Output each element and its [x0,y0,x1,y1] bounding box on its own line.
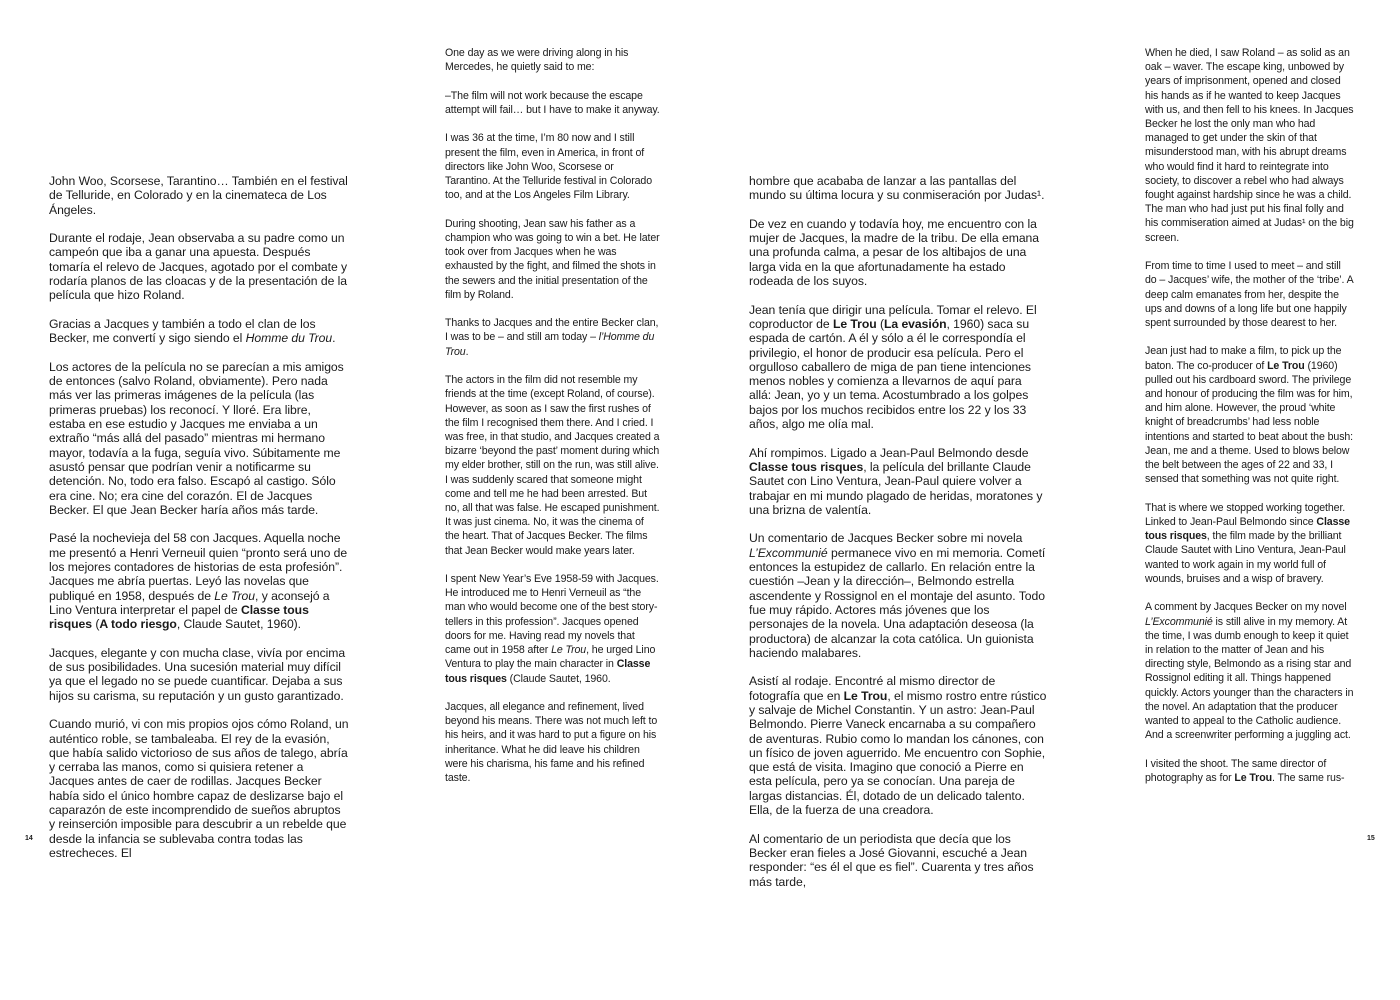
text-run: Asistí al rodaje. Encontré al mismo director de fotografía que en [749,674,996,703]
text-run: Pasé la nochevieja del 58 con Jacques. Aquella noche me presentó a Henri Verneuil quien “pronto será uno de los mejores contadores de historias de esta profesión”. Jacques me abría puertas. Leyó las novelas que publiqué en 1958, después de [49,531,348,603]
text-run: l’Homme du Trou [445,331,655,358]
text-run: L’Excommunié [749,545,828,560]
text-column-english-left [445,46,660,800]
text-run: A comment by Jacques Becker on my novel [1145,601,1347,614]
text-run: (Claude Sautet, 1960. [506,672,611,685]
text-run: Gracias a Jacques y también a todo el clan de los Becker, me convertí y sigo siendo el [49,316,316,346]
text-run: , 1960) saca su espada de cartón. A él y sólo a él le correspondía el privilegio, el honor de producir esa película. Pero el orgulloso caballero de miga de pan tiene intenciones menos nobles y comienza a llevarnos de aquí para allá: Jean, yo y un tema. Acostumbrado a los golpes bajos por los muchos recibidos entre los 22 y los 33 años, algo me olía mal. [749,316,1031,432]
text-run: Jacques, elegante y con mucha clase, vivía por encima de sus posibilidades. Una sucesión material muy difícil ya que el legado no se puede cuantificar. Dejaba a sus hijos su carisma, su reputación y un gusto garantizado. [49,645,346,703]
text-run: Jacques, all elegance and refinement, lived beyond his means. There was not much left to his heirs, and it was hard to put a figure on his inheritance. What he did leave his children were his charisma, his fame and his refined taste. [445,701,658,785]
text-run: Durante el rodaje, Jean observaba a su padre como un campeón que iba a ganar una apuesta. Después tomaría el relevo de Jacques, agotado por el combate y rodaría planos de las cloacas y de la presentación de la película que hizo Roland. [49,231,348,303]
text-run: From time to time I used to meet – and still do – Jacques’ wife, the mother of the ‘tribe’. A deep calm emanates from her, despite the ups and downs of a long life but one happily spent surrounded by those dearest to her. [1145,260,1353,329]
paragraph [445,373,660,558]
paragraph [445,700,660,785]
text-run: Thanks to Jacques and the entire Becker clan, I was to be – and still am today – [445,317,659,344]
text-run: When he died, I saw Roland – as solid as an oak – waver. The escape king, unbowed by years of imprisonment, opened and closed his hands as if he wanted to keep Jacques with us, and then fell to his knees. In Jacques Becker he lost the only man who had managed to get under the skin of that misunderstood man, with his abrupt dreams who would find it hard to reintegrate into society, to discover a rebel who had always fought against hardship since he was a child. The man who had just put his final folly and his commiseration aimed at Judas¹ on the big screen. [1145,47,1354,244]
text-run: Classe tous risques [1145,515,1350,543]
text-run: Classe tous risques [445,658,651,685]
text-run: ( [876,316,884,331]
paragraph [445,46,660,74]
page-number-right: 15 [1367,835,1375,842]
text-run: Classe tous risques [749,459,864,474]
text-run: Jean just had to make a film, to pick up the baton. The co-producer of [1145,345,1342,372]
paragraph [749,674,1047,817]
text-run: Al comentario de un periodista que decía que los Becker eran fieles a José Giovanni, escuché a Jean responder: “es él el que es fiel”. Cuarenta y tres años más tarde, [749,831,1034,889]
text-run: That is where we stopped working together. Linked to Jean-Paul Belmondo since [1145,501,1346,528]
paragraph [1145,757,1355,785]
text-run: Le Trou [843,688,888,703]
text-run: , Claude Sautet, 1960). [176,617,302,632]
paragraph [49,174,349,217]
paragraph [749,446,1047,517]
text-run: I spent New Year’s Eve 1958-59 with Jacques. He introduced me to Henri Verneuil as “the man who would become one of the best story-tellers in this profession”. Jacques opened doors for me. Having read my novels that came out in 1958 after [445,573,659,657]
text-run: , la película del brillante Claude Sautet con Lino Ventura, Jean-Paul quiere volver a trabajar en mi mundo plagado de heridas, moratones y una brizna de valentía. [749,459,1043,517]
text-run: Le Trou [551,644,587,657]
text-run: De vez en cuando y todavía hoy, me encuentro con la mujer de Jacques, la madre de la tribu. De ella emana una profunda calma, a pesar de los altibajos de una larga vida en la que afortunadamente ha estado rodeada de los suyos. [749,216,1040,289]
text-run: The actors in the film did not resemble my friends at the time (except Roland, of course). However, as soon as I saw the first rushes of the film I recognised them there. And I cried. I was free, in that studio, and Jacques created a bizarre ‘beyond the past’ moment during which my elder brother, still on the run, was still alive. I was suddenly scared that someone might come and tell me he had been arrested. But no, all that was false. He escaped punishment. It was just cinema. No, it was the cinema of the heart. That of Jacques Becker. The films that Jean Becker would make years later. [445,374,660,557]
paragraph [49,531,349,631]
text-column-english-right [1145,46,1355,799]
text-run: John Woo, Scorsese, Tarantino… También en el festival de Telluride, en Colorado y en la cinemateca de Los Ángeles. [49,174,348,217]
text-run: Cuando murió, vi con mis propios ojos cómo Roland, un auténtico roble, se tambaleaba. El rey de la evasión, que había salido victorioso de sus años de talego, abría y cerraba las manos, como si quisiera retener a Jacques antes de caer de rodillas. Jacques Becker había sido el único hombre capaz de deslizarse bajo el caparazón de este incomprendido de sueños abruptos y reinserción imposible para descubrir a un rebelde que desde la infancia se sublevaba contra todas las estrecheces. El [49,717,349,860]
text-run: . [465,345,469,358]
text-run: During shooting, Jean saw his father as a champion who was going to win a bet. He later took over from Jacques when he was exhausted by the fight, and filmed the shots in the sewers and the initial presentation of the film by Roland. [445,217,660,301]
text-run: ( [92,617,100,632]
text-run: (1960) pulled out his cardboard sword. The privilege and honour of producing the film was for him, and him alone. However, the proud ‘white knight of breadcrumbs’ had less noble intentions and started to beat about the bush: Jean, me and a theme. Used to blows below the belt between the ages of 22 and 33, I sensed that something was not quite right. [1145,359,1354,486]
text-column-spanish-left [49,174,349,875]
paragraph [749,531,1047,660]
paragraph [749,174,1047,203]
paragraph [749,832,1047,889]
text-run: Classe tous risques [49,602,309,632]
text-run: Homme du Trou [245,331,333,346]
paragraph [445,572,660,686]
text-run: , el mismo rostro entre rústico y salvaje de Michel Constantin. Y un astro: Jean-Paul Belmondo. Pierre Vaneck encarnaba a su compañero de aventuras. Rubio como lo mandan los cánones, con un físico de joven aguerrido. Me encuentro con Sophie, que está de visita. Imagino que conoció a Pierre en esta película, pero ya se conocían. Una pareja de largas distancias. Él, dotado de un delicado talento. Ella, de la fuerza de una creadora. [749,688,1047,818]
text-run: Un comentario de Jacques Becker sobre mi novela [749,531,1023,546]
text-run: I was 36 at the time, I’m 80 now and I still present the film, even in America, in front of directors like John Woo, Scorsese or Tarantino. At the Telluride festival in Colorado too, and at the Los Angeles Film Library. [445,132,653,202]
text-run: L’Excommunié [1145,615,1213,628]
text-run: I visited the shoot. The same director of photography as for [1145,757,1327,784]
text-run: is still alive in my memory. At the time, I was dumb enough to keep it quiet in relation to the matter of Jean and his directing style, Belmondo as a rising star and Rossignol editing it all. Things happened quickly. Actors younger than the characters in the novel. An adaptation that the producer wanted to appeal to the Catholic audience. And a screenwriter performing a juggling act. [1145,615,1354,742]
paragraph [1145,259,1355,330]
paragraph [749,303,1047,432]
text-run: La evasión [883,316,947,331]
paragraph [1145,501,1355,586]
text-run: hombre que acababa de lanzar a las pantallas del mundo su última locura y su conmiseración por Judas¹. [749,174,1045,203]
paragraph [1145,344,1355,486]
paragraph [49,717,349,860]
text-run: Jean tenía que dirigir una película. Tomar el relevo. El coproductor de [749,302,1037,331]
paragraph [49,646,349,703]
text-run: . The same rus- [1271,771,1345,784]
text-run: , he urged Lino Ventura to play the main character in [445,644,656,671]
paragraph [445,131,660,202]
paragraph [1145,46,1355,245]
text-run: Los actores de la película no se parecían a mis amigos de entonces (salvo Roland, obviamente). Pero nada más ver las primeras imágenes de la película (las primeras pruebas) los reconocí. Y lloré. Era libre, estaba en ese estudio y Jacques me enviaba a un extraño “más allá del pasado” mientras mi hermano mayor, todavía a la fuga, seguía vivo. Súbitamente me asustó pensar que podrían venir a notificarme su detención. No, todo era falso. Escapó al castigo. Sólo era cine. No; era cine del corazón. El de Jacques Becker. El que Jean Becker haría años más tarde. [49,359,344,517]
text-run: , y aconsejó a Lino Ventura interpretar el papel de [49,588,330,617]
text-run: permanece vivo en mi memoria. Cometí entonces la estupidez de callarlo. En relación entre la cuestión –Jean y la dirección–, Belmondo estrella ascendente y Rossignol en el montaje del asunto. Todo fue muy rápido. Actores más jóvenes que los personajes de la novela. Una adaptación deseosa (la productora) de alcanzar la cota católica. Un guionista haciendo malabares. [749,545,1046,660]
text-run: Le Trou [1267,359,1305,372]
text-run: One day as we were driving along in his Mercedes, he quietly said to me: [445,47,629,74]
paragraph [749,217,1047,288]
text-run: Le Trou [832,316,877,331]
paragraph [1145,600,1355,742]
paragraph [49,317,349,346]
paragraph [49,360,349,517]
text-run: A todo riesgo [99,617,177,632]
paragraph [49,231,349,302]
text-run: Le Trou [214,588,256,603]
text-run: –The film will not work because the escape attempt will fail… but I have to make it anyway. [445,89,660,116]
text-column-spanish-right [749,174,1047,903]
paragraph [445,316,660,359]
text-run: . [332,331,336,346]
paragraph [445,217,660,302]
paragraph [445,89,660,117]
page-number-left: 14 [25,835,33,842]
text-run: Ahí rompimos. Ligado a Jean-Paul Belmondo desde [749,445,1029,460]
text-run: , the film made by the brilliant Claude Sautet with Lino Ventura, Jean-Paul wanted to work again in my world full of wounds, bruises and a wisp of bravery. [1145,530,1346,585]
text-run: Le Trou [1234,771,1272,784]
